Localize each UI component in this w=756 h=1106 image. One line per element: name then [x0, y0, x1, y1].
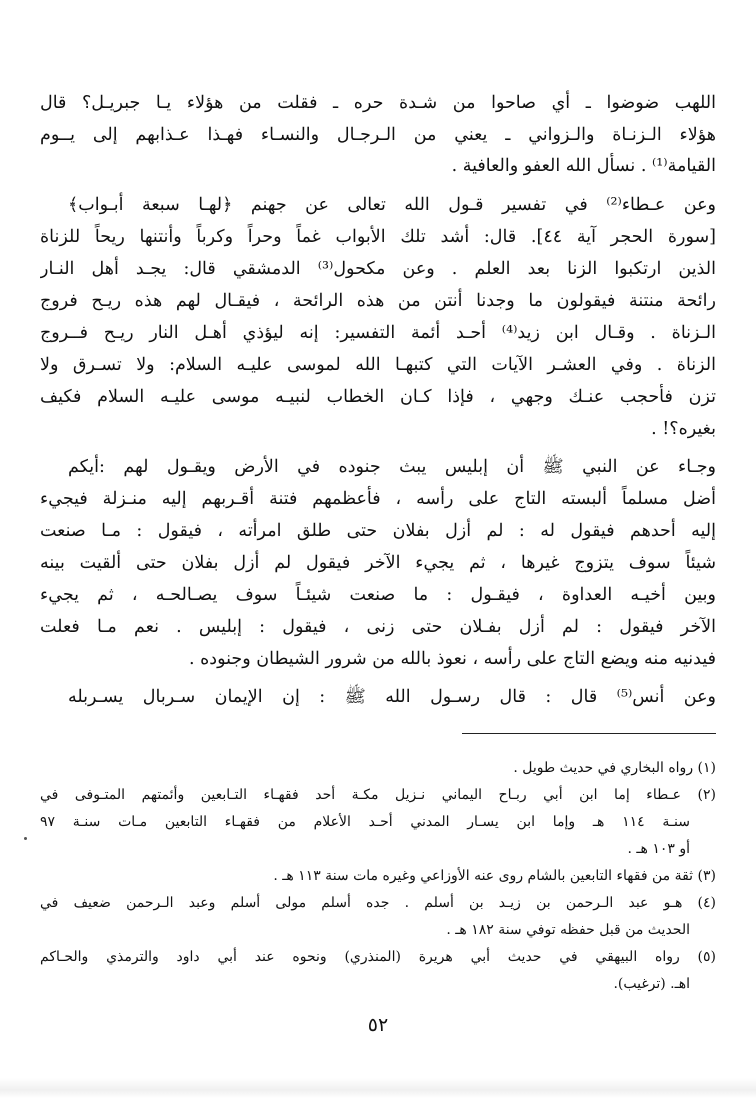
body-line: هؤلاء الـزنـاة والـزواني ـ يعني من الـرجـال والنسـاء فهـذا عـذابهم إلى يــوم	[40, 125, 716, 145]
body-line: فيدنيه منه ويضع التاج على رأسه ، نعوذ بالله من شرور الشيطان وجنوده .	[189, 649, 716, 669]
body-line: القيامة⁽¹⁾ . نسأل الله العفو والعافية .	[451, 156, 716, 176]
body-line: وعن عـطاء⁽²⁾ في تفسير قـول الله تعالى عن جهنم ﴿لهـا سبعة أبـواب﴾	[68, 195, 716, 215]
scan-speck	[24, 837, 27, 840]
footnote-line: (٥) رواه البيهقي في حديث أبي هريرة (المنذري) ونحوه عند أبي داود والترمذي والحـاكم	[40, 949, 716, 965]
footnote-line: الحديث من قبل حفظه توفي سنة ١٨٢ هـ .	[446, 922, 690, 938]
body-line: الـزناة . وقـال ابن زيد⁽⁴⁾ أحـد أئمة التفسير: إنه ليؤذي أهـل النار ريـح فــروج	[40, 323, 716, 343]
footnote-line: أو ١٠٣ هـ .	[627, 841, 690, 857]
body-line: الذين ارتكبوا الزنا بعد العلم . وعن مكحول⁽³⁾ الدمشقي قال: يجـد أهل النـار	[40, 259, 716, 279]
body-line: بغيره؟! .	[651, 419, 716, 439]
body-line: شيئاً سوف يتزوج غيرها ، ثم يجيء الآخر فيقول لم أزل بفلان حتى ألقيت بينه	[40, 553, 716, 573]
footnote-line: سنـة ١١٤ هـ وإما ابن يسـار المدني أحـد الأعلام من فقهـاء التابعين مـات سنـة ٩٧	[40, 814, 690, 830]
scan-edge	[0, 1078, 756, 1098]
body-line: إليه أحدهم فيقول له : لم أزل بفلان حتى طلق امرأته ، فيقول : مـا صنعت	[40, 521, 716, 541]
page-number: ٥٢	[367, 1014, 389, 1036]
body-line: وجـاء عن النبي ﷺ أن إبليس يبث جنوده في الأرض ويقـول لهم :أيكم	[68, 457, 716, 477]
body-line: وعن أنس⁽⁵⁾ قال : قال رسـول الله ﷺ : إن الإيمان سـربال يسـربله	[68, 687, 716, 707]
footnote-line: (٤) هـو عبد الـرحمن بن زيـد بن أسلم . جده أسلم مولى أسلم وعبد الـرحمن ضعيف في	[40, 895, 716, 911]
body-line: رائحة منتنة فيقولون ما وجدنا أنتن من هذه الرائحة ، فيقـال لهم هذه ريـح فروج	[40, 291, 716, 311]
footnote-separator	[462, 733, 716, 734]
body-line: اللهب ضوضوا ـ أي صاحوا من شـدة حره ـ فقلت من هؤلاء يـا جبريـل؟ قال	[40, 93, 716, 113]
body-line: الآخر فيقول : لم أزل بفـلان حتى زنى ، فيقول : إبليس . نعم مـا فعلت	[40, 617, 716, 637]
footnote-line: (١) رواه البخاري في حديث طويل .	[513, 760, 716, 776]
footnote-line: (٣) ثقة من فقهاء التابعين بالشام روى عنه الأوزاعي وغيره مات سنة ١١٣ هـ .	[273, 868, 716, 884]
body-line: الزناة . وفي العشـر الآيات التي كتبهـا الله لموسى عليـه السلام: ولا تسـرق ولا	[40, 355, 716, 375]
footnote-line: اهـ. (ترغيب).	[613, 976, 690, 992]
body-line: [سورة الحجر آية ٤٤]. قال: أشد تلك الأبواب غماً وحراً وكرباً وأنتنها ريحاً للزناة	[40, 227, 716, 247]
footnote-line: (٢) عـطاء إما ابن أبي ربـاح اليماني نـزيل مكـة أحد فقهـاء التـابعين وأئمتهم المتـوفى في	[40, 787, 716, 803]
body-line: أضل مسلماً ألبسته التاج على رأسه ، فأعظمهم فتنة أقـربهم إليه منـزلة فيجيء	[40, 489, 716, 509]
body-line: تزن فأحجب عنـك وجهي ، فإذا كـان الخطاب لنبيـه موسى عليـه السلام فكيف	[40, 387, 716, 407]
body-line: وبين أخيـه العداوة ، فيقـول : ما صنعت شيئـاً سوف يصـالحـه ، ثم يجيء	[40, 585, 716, 605]
